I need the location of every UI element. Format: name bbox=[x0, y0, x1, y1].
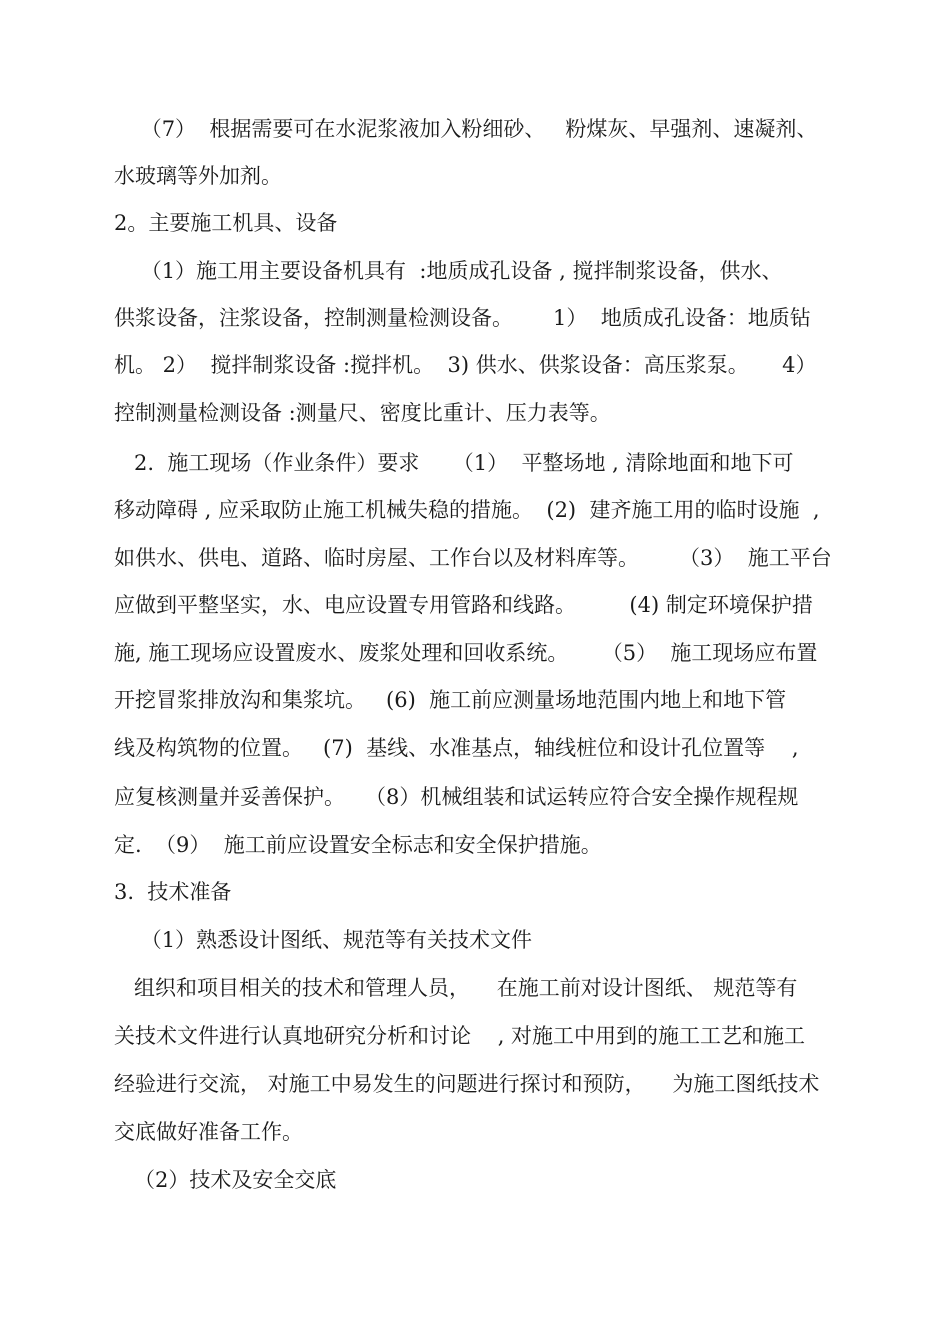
text-line: 开挖冒浆排放沟和集浆坑。 (6) 施工前应测量场地范围内地上和地下管 bbox=[114, 688, 787, 712]
text-line: 水玻璃等外加剂。 bbox=[114, 164, 282, 188]
text-line: 经验进行交流， 对施工中易发生的问题进行探讨和预防， 为施工图纸技术 bbox=[114, 1072, 820, 1096]
text-line: （7） 根据需要可在水泥浆液加入粉细砂、 粉煤灰、早强剂、速凝剂、 bbox=[114, 117, 818, 141]
text-line: 组织和项目相关的技术和管理人员， 在施工前对设计图纸、 规范等有 bbox=[114, 976, 798, 1000]
text-line: 机。 2） 搅拌制浆设备 :搅拌机。 3) 供水、供浆设备：高压浆泵。 4） bbox=[114, 353, 817, 377]
section-heading: 2。主要施工机具、设备 bbox=[114, 211, 338, 235]
subsection-heading: （1）熟悉设计图纸、规范等有关技术文件 bbox=[114, 928, 533, 952]
text-line: 供浆设备，注浆设备，控制测量检测设备。 1） 地质成孔设备：地质钻 bbox=[114, 306, 811, 330]
text-line: 交底做好准备工作。 bbox=[114, 1120, 303, 1144]
subsection-heading: （2）技术及安全交底 bbox=[114, 1168, 337, 1192]
section-heading: 3. 技术准备 bbox=[114, 880, 232, 904]
text-line: 应做到平整坚实，水、电应设置专用管路和线路。 (4) 制定环境保护措 bbox=[114, 593, 813, 617]
text-line: 控制测量检测设备 :测量尺、密度比重计、压力表等。 bbox=[114, 401, 611, 425]
text-line: 应复核测量并妥善保护。 （8）机械组装和试运转应符合安全操作规程规 bbox=[114, 785, 799, 809]
text-line: 移动障碍 , 应采取防止施工机械失稳的措施。 (2) 建齐施工用的临时设施 , bbox=[114, 498, 820, 522]
text-line: 线及构筑物的位置。 (7) 基线、水准基点，轴线桩位和设计孔位置等 , bbox=[114, 736, 799, 760]
text-line: 定. （9） 施工前应设置安全标志和安全保护措施。 bbox=[114, 833, 602, 857]
text-line: 如供水、供电、道路、临时房屋、工作台以及材料库等。 （3） 施工平台 bbox=[114, 546, 832, 570]
text-line: 2. 施工现场（作业条件）要求 （1） 平整场地 , 清除地面和地下可 bbox=[114, 451, 794, 475]
text-line: 施, 施工现场应设置废水、废浆处理和回收系统。 （5） 施工现场应布置 bbox=[114, 641, 818, 665]
text-line: （1）施工用主要设备机具有 :地质成孔设备 , 搅拌制浆设备，供水、 bbox=[114, 259, 783, 283]
text-line: 关技术文件进行认真地研究分析和讨论 , 对施工中用到的施工工艺和施工 bbox=[114, 1024, 806, 1048]
